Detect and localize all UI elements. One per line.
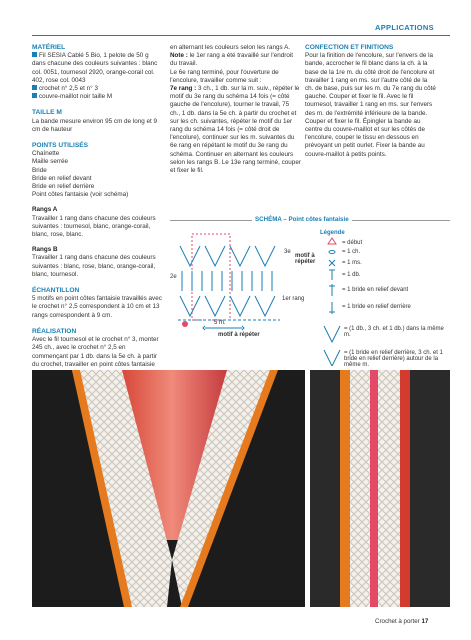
lace-detail-image (310, 370, 450, 607)
motif-bottom-label: motif à répéter (218, 332, 260, 338)
page-number: 17 (421, 618, 429, 625)
legend-item: = 1 ch. (342, 249, 361, 255)
five-m-label: 5 m. (214, 320, 226, 326)
rang7-label: 7e rang : (170, 85, 197, 93)
schema-title: SCHÉMA – Point côtes fantaisie (252, 216, 352, 223)
legend-heading: Légende (320, 230, 345, 236)
column-2 (170, 44, 301, 175)
column-1 (32, 44, 162, 369)
section-header: APPLICATIONS (375, 23, 434, 32)
rangs-b-heading: Rangs B (32, 246, 58, 254)
main-photo (32, 370, 305, 607)
material-item: couvre-maillot noir taille M (32, 93, 162, 101)
note-text: le 1er rang a été travaillé sur l'endroit du travail. (170, 52, 293, 68)
taille-heading: TAILLE M (32, 109, 62, 117)
column-3 (305, 44, 437, 159)
echantillon-heading: ÉCHANTILLON (32, 287, 80, 295)
rangs-a-text: Travailler 1 rang dans chacune des couleurs suivantes : tournesol, blanc, orange-corail, blanc, rose, blanc. (32, 214, 156, 239)
bullet-square-icon (32, 85, 37, 90)
rang7-paragraph (170, 85, 301, 175)
confection-text: Pour la finition de l'encolure, sur l'envers de la bande, accrocher le fil blanc dans la ch. à la base de la 1re m. du côté droit de l'encolure et travailler 1 rang en ms. sur l'autre côté de la ch. de base, puis sur les m. du 7e rang du côté gauche. Couper et fixer le fil. Avec le fil tournesol, travailler 1 rang en ms. sur l'envers des m. de l'extrémité inférieure de la bande. Couper et fixer le fil. Épingler la bande au centre du couvre-maillot et sur les côtés de l'encolure, couper le tissu en dessous en prévoyant un petit ourlet. Fixer la bande au couvre-maillot à petits points. (305, 52, 436, 158)
bullet-square-icon (32, 93, 37, 98)
legend-item: = (1 bride en relief derrière, 3 ch. et 1 bride en relief derrière) autour de la même m. (344, 350, 443, 368)
realisation-text: Avec le fil tournesol et le crochet n° 3, monter 245 ch., avec le crochet n° 2,5 en commençant par 1 db. dans la 5e ch. à partir du crochet, travailler en point côtes fantaisie (32, 336, 159, 368)
motif-side-label: motif à répéter (295, 253, 316, 265)
legend-item: = 1 bride en relief devant (342, 287, 409, 293)
material-item: crochet n° 2,5 et n° 3 (32, 85, 162, 93)
rangs-a-heading: Rangs A (32, 206, 58, 214)
note-label: Note : (170, 52, 188, 60)
point-item: Chaînette (32, 150, 60, 158)
legend-item: = (1 db., 3 ch. et 1 db.) dans la même m. (344, 326, 444, 338)
swimsuit-neckline-image (32, 370, 305, 607)
taille-text: La bande mesure environ 95 cm de long et 9 cm de hauteur (32, 117, 157, 133)
echantillon-text: 5 motifs en point côtes fantaisie travaillés avec le crochet n° 2,5 correspondent à 10 cm et 13 rangs correspondent à 9 cm. (32, 295, 162, 319)
row1-label: 1er rang (282, 296, 305, 302)
legend-item: = début (342, 240, 363, 246)
point-item: Maille serrée (32, 158, 69, 166)
detail-photo (310, 370, 450, 607)
legend-item: = 1 ms. (342, 260, 362, 266)
rangs-b-text: Travailler 1 rang dans chacune des couleurs suivantes : blanc, rose, blanc, orange-corail, blanc, tournesol. (32, 254, 156, 278)
legend-item: = 1 bride en relief derrière (342, 304, 411, 310)
header-rule (32, 35, 450, 36)
points-heading: POINTS UTILISÉS (32, 142, 89, 150)
note-paragraph (170, 52, 301, 68)
point-item: Bride en relief devant (32, 174, 92, 182)
page-footer (375, 618, 428, 625)
point-item: Point côtes fantaisie (voir schéma) (32, 191, 129, 199)
legend-item: = 1 db. (342, 272, 361, 278)
materiel-heading: MATÉRIEL (32, 44, 66, 51)
col2-text-2: Le 6e rang terminé, pour l'ouverture de l'encolure, travailler comme suit : (170, 68, 279, 84)
point-item: Bride (32, 166, 47, 174)
realisation-heading: RÉALISATION (32, 327, 77, 335)
col2-text-1: en alternant les couleurs selon les rangs A. (170, 44, 291, 51)
row3-label: 3e (284, 249, 291, 255)
stitch-schema (170, 216, 450, 366)
material-item: Fil SESIA Cablé 5 Bio, 1 pelote de 50 g dans chacune des couleurs suivantes : blanc col. 0051, tournesol 2920, orange-corail col. 402, rose col. 0043 (32, 52, 158, 84)
row2-label: 2e (170, 274, 177, 280)
rang7-text: 3 ch., 1 db. sur la m. suiv., répéter le motif du 3e rang du schéma 14 fois (= côté gauche de l'encolure), tourner le travail, 75 ch., 1 db. dans la 5e ch. à partir du crochet et sur les ch. suivantes, répéter le motif du 1er rang du schéma 14 fois (= côté droit de l'encolure), continuer sur les m. suivantes du 6e rang en répétant le motif du 3e rang du schéma. Continuer en alternant les couleurs selon les rangs B. Le 13e rang terminé, couper et fixer le fil. (170, 85, 301, 175)
footer-brand: Crochet à porter (375, 618, 420, 625)
bullet-square-icon (32, 52, 37, 57)
confection-heading: CONFECTION ET FINITIONS (305, 44, 394, 51)
point-item: Bride en relief derrière (32, 183, 95, 191)
